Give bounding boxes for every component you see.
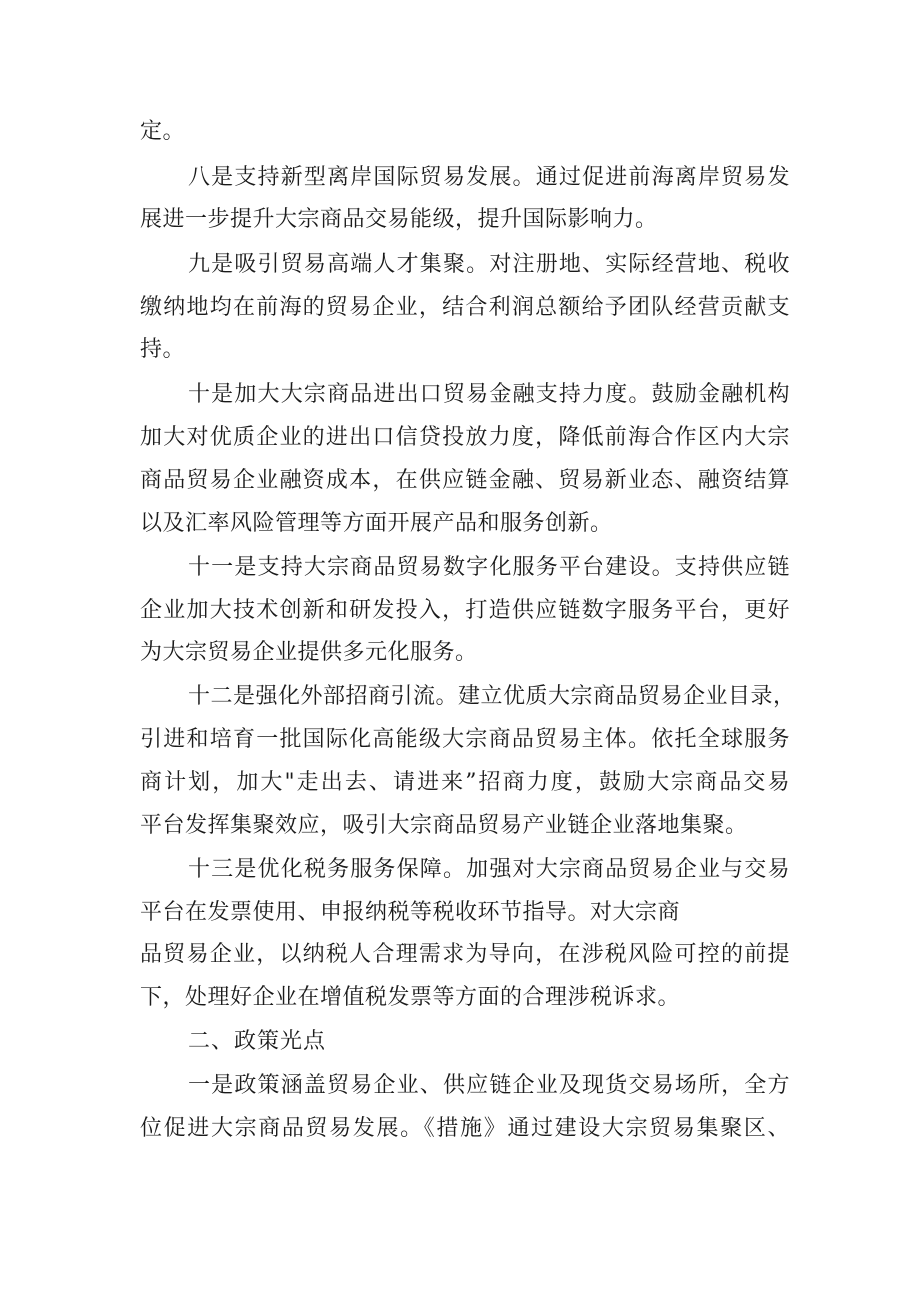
paragraph-line: 持。 xyxy=(140,337,186,362)
paragraph-line: 引进和培育一批国际化高能级大宗商品贸易主体。依托全球服务 xyxy=(140,727,790,752)
paragraph-line: 以及汇率风险管理等方面开展产品和服务创新。 xyxy=(140,511,613,536)
paragraph-line: 位促进大宗商品贸易发展。《措施》通过建设大宗贸易集聚区、 xyxy=(140,1116,790,1141)
paragraph-line: 平台在发票使用、申报纳税等税收环节指导。对大宗商 xyxy=(140,900,681,925)
paragraph-line: 品贸易企业，以纳税人合理需求为导向，在涉税风险可控的前提 xyxy=(140,942,790,967)
paragraph-line: 十一是支持大宗商品贸易数字化服务平台建设。支持供应链 xyxy=(188,555,790,580)
paragraph-line: 商品贸易企业融资成本，在供应链金融、贸易新业态、融资结算 xyxy=(140,468,790,493)
paragraph-line: 平台发挥集聚效应，吸引大宗商品贸易产业链企业落地集聚。 xyxy=(140,813,748,838)
paragraph-line: 十是加大大宗商品进出口贸易金融支持力度。鼓励金融机构 xyxy=(188,382,790,407)
paragraph-line: 为大宗贸易企业提供多元化服务。 xyxy=(140,640,478,665)
paragraph-line: 定。 xyxy=(140,119,186,144)
paragraph-line: 十三是优化税务服务保障。加强对大宗商品贸易企业与交易 xyxy=(188,857,790,882)
paragraph-line: 八是支持新型离岸国际贸易发展。通过促进前海离岸贸易发 xyxy=(188,165,790,190)
paragraph-line: 十二是强化外部招商引流。建立优质大宗商品贸易企业目录， xyxy=(188,684,796,709)
paragraph-line: 展进一步提升大宗商品交易能级，提升国际影响力。 xyxy=(140,207,658,232)
paragraph-line: 商计划，加大"走出去、请进来”招商力度，鼓励大宗商品交易 xyxy=(140,770,790,795)
paragraph-line: 一是政策涵盖贸易企业、供应链企业及现货交易场所，全方 xyxy=(188,1073,790,1098)
paragraph-line: 缴纳地均在前海的贸易企业，结合利润总额给予团队经营贡献支 xyxy=(140,295,790,320)
paragraph-line: 下，处理好企业在增值税发票等方面的合理涉税诉求。 xyxy=(140,985,681,1010)
paragraph-line: 九是吸引贸易高端人才集聚。对注册地、实际经营地、税收 xyxy=(188,252,790,277)
paragraph-line: 加大对优质企业的进出口信贷投放力度，降低前海合作区内大宗 xyxy=(140,425,790,450)
section-heading: 二、政策光点 xyxy=(188,1029,327,1054)
paragraph-line: 企业加大技术创新和研发投入，打造供应链数字服务平台，更好 xyxy=(140,598,790,623)
